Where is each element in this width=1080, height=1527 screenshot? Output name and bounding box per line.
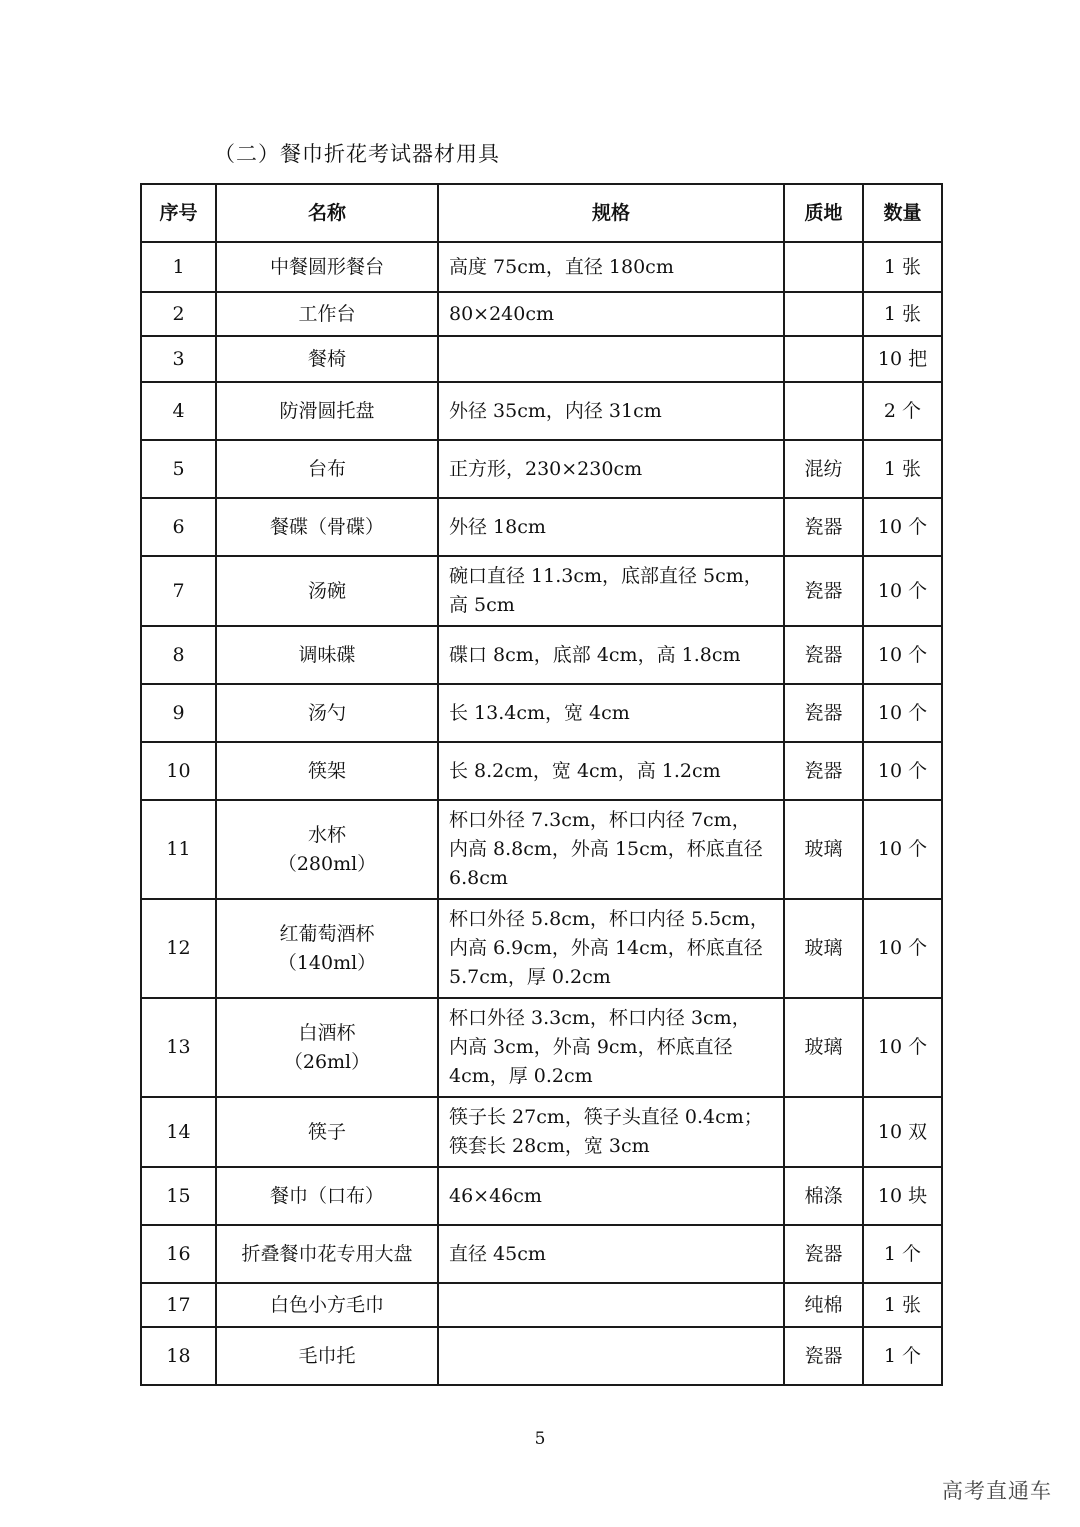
text-line: 汤碗 xyxy=(307,579,346,602)
cell-qty: 10 个 xyxy=(863,899,942,998)
cell-name xyxy=(216,1225,438,1283)
cell-no: 10 xyxy=(141,742,216,800)
cell-qty: 2 个 xyxy=(863,382,942,440)
cell-name xyxy=(216,242,438,292)
cell-no: 13 xyxy=(141,998,216,1097)
cell-name xyxy=(216,498,438,556)
table-row xyxy=(141,336,942,382)
cell-spec xyxy=(438,626,784,684)
text-line: 长 13.4cm，宽 4cm xyxy=(449,701,630,724)
text-line: 外径 35cm，内径 31cm xyxy=(449,399,662,422)
table-row xyxy=(141,292,942,336)
cell-qty: 10 个 xyxy=(863,998,942,1097)
cell-material: 混纺 xyxy=(784,440,863,498)
equipment-table xyxy=(140,183,943,1386)
cell-material xyxy=(784,292,863,336)
cell-material: 玻璃 xyxy=(784,998,863,1097)
cell-no: 17 xyxy=(141,1283,216,1327)
cell-spec xyxy=(438,899,784,998)
cell-qty: 1 张 xyxy=(863,440,942,498)
cell-qty: 10 个 xyxy=(863,800,942,899)
text-line: 台布 xyxy=(307,457,346,480)
cell-qty: 10 块 xyxy=(863,1167,942,1225)
text-line: 筷架 xyxy=(307,759,346,782)
text-line: 杯口外径 7.3cm，杯口内径 7cm， xyxy=(449,809,751,831)
cell-no: 18 xyxy=(141,1327,216,1385)
cell-no: 5 xyxy=(141,440,216,498)
cell-spec xyxy=(438,498,784,556)
cell-material xyxy=(784,336,863,382)
cell-spec xyxy=(438,684,784,742)
text-line: 汤勺 xyxy=(307,701,346,724)
cell-name xyxy=(216,440,438,498)
cell-no: 3 xyxy=(141,336,216,382)
text-line: 筷子 xyxy=(307,1120,346,1143)
cell-name xyxy=(216,336,438,382)
cell-name xyxy=(216,1283,438,1327)
cell-spec xyxy=(438,336,784,382)
cell-spec xyxy=(438,1167,784,1225)
text-line: 正方形，230×230cm xyxy=(449,457,643,480)
cell-spec xyxy=(438,556,784,626)
table-row xyxy=(141,1327,942,1385)
cell-qty: 10 双 xyxy=(863,1097,942,1167)
text-line: 折叠餐巾花专用大盘 xyxy=(241,1242,413,1265)
cell-spec xyxy=(438,998,784,1097)
text-line: 5.7cm，厚 0.2cm xyxy=(449,966,611,988)
cell-spec xyxy=(438,242,784,292)
cell-name xyxy=(216,1327,438,1385)
header-material: 质地 xyxy=(784,184,863,242)
cell-spec xyxy=(438,1225,784,1283)
table-row xyxy=(141,1225,942,1283)
cell-material xyxy=(784,1097,863,1167)
cell-spec xyxy=(438,742,784,800)
text-line: 碟口 8cm，底部 4cm，高 1.8cm xyxy=(449,643,741,666)
cell-no: 11 xyxy=(141,800,216,899)
table-row xyxy=(141,1167,942,1225)
text-line: 4cm，厚 0.2cm xyxy=(449,1065,593,1087)
table-row xyxy=(141,382,942,440)
table-row xyxy=(141,556,942,626)
cell-name xyxy=(216,899,438,998)
header-spec: 规格 xyxy=(438,184,784,242)
text-line: （140ml） xyxy=(277,951,377,974)
cell-material: 瓷器 xyxy=(784,626,863,684)
text-line: 46×46cm xyxy=(449,1184,542,1207)
cell-no: 15 xyxy=(141,1167,216,1225)
cell-no: 16 xyxy=(141,1225,216,1283)
cell-name xyxy=(216,626,438,684)
table-row xyxy=(141,440,942,498)
table-row xyxy=(141,1097,942,1167)
cell-qty: 10 个 xyxy=(863,742,942,800)
cell-material: 棉涤 xyxy=(784,1167,863,1225)
text-line: 水杯 xyxy=(307,823,346,846)
cell-no: 2 xyxy=(141,292,216,336)
cell-qty: 10 个 xyxy=(863,626,942,684)
text-line: 内高 3cm，外高 9cm，杯底直径 xyxy=(449,1036,733,1058)
header-no: 序号 xyxy=(141,184,216,242)
text-line: 餐碟（骨碟） xyxy=(269,515,384,538)
text-line: 外径 18cm xyxy=(449,515,546,538)
cell-name xyxy=(216,742,438,800)
cell-material xyxy=(784,242,863,292)
table-row xyxy=(141,498,942,556)
text-line: （26ml） xyxy=(283,1050,371,1073)
section-heading: （二）餐巾折花考试器材用具 xyxy=(214,142,500,166)
text-line: 直径 45cm xyxy=(449,1242,546,1265)
cell-no: 6 xyxy=(141,498,216,556)
text-line: 红葡萄酒杯 xyxy=(279,922,375,945)
text-line: 高 5cm xyxy=(449,594,515,616)
table-row xyxy=(141,684,942,742)
header-qty: 数量 xyxy=(863,184,942,242)
text-line: 高度 75cm，直径 180cm xyxy=(449,255,674,278)
cell-name xyxy=(216,1097,438,1167)
text-line: 长 8.2cm，宽 4cm，高 1.2cm xyxy=(449,759,721,782)
cell-material: 瓷器 xyxy=(784,556,863,626)
cell-qty: 10 把 xyxy=(863,336,942,382)
text-line: 筷套长 28cm，宽 3cm xyxy=(449,1135,650,1157)
cell-no: 7 xyxy=(141,556,216,626)
text-line: 餐椅 xyxy=(307,347,346,370)
cell-qty: 1 张 xyxy=(863,242,942,292)
cell-material: 瓷器 xyxy=(784,498,863,556)
cell-name xyxy=(216,382,438,440)
text-line: 白酒杯 xyxy=(298,1021,356,1044)
table-row xyxy=(141,626,942,684)
cell-spec xyxy=(438,800,784,899)
cell-no: 8 xyxy=(141,626,216,684)
cell-no: 9 xyxy=(141,684,216,742)
cell-material xyxy=(784,382,863,440)
text-line: 80×240cm xyxy=(449,302,555,325)
cell-material: 玻璃 xyxy=(784,800,863,899)
table-row xyxy=(141,742,942,800)
table-row xyxy=(141,242,942,292)
cell-spec xyxy=(438,1327,784,1385)
text-line: 筷子长 27cm，筷子头直径 0.4cm； xyxy=(449,1106,763,1128)
cell-qty: 1 个 xyxy=(863,1225,942,1283)
cell-material: 纯棉 xyxy=(784,1283,863,1327)
text-line: 毛巾托 xyxy=(298,1344,356,1367)
table-row xyxy=(141,1283,942,1327)
cell-no: 14 xyxy=(141,1097,216,1167)
table-row xyxy=(141,800,942,899)
text-line: 白色小方毛巾 xyxy=(269,1293,384,1316)
cell-name xyxy=(216,684,438,742)
table-row xyxy=(141,998,942,1097)
cell-spec xyxy=(438,440,784,498)
cell-qty: 10 个 xyxy=(863,498,942,556)
cell-no: 12 xyxy=(141,899,216,998)
cell-spec xyxy=(438,1283,784,1327)
text-line: 内高 6.9cm，外高 14cm，杯底直径 xyxy=(449,937,763,959)
cell-material: 瓷器 xyxy=(784,742,863,800)
text-line: 6.8cm xyxy=(449,867,508,889)
text-line: 防滑圆托盘 xyxy=(279,399,375,422)
cell-no: 1 xyxy=(141,242,216,292)
text-line: 内高 8.8cm，外高 15cm，杯底直径 xyxy=(449,838,763,860)
cell-material: 瓷器 xyxy=(784,1327,863,1385)
cell-qty: 10 个 xyxy=(863,556,942,626)
text-line: （280ml） xyxy=(277,852,377,875)
text-line: 中餐圆形餐台 xyxy=(269,255,384,278)
watermark: 高考直通车 xyxy=(942,1479,1052,1503)
cell-material: 玻璃 xyxy=(784,899,863,998)
cell-name xyxy=(216,998,438,1097)
cell-name xyxy=(216,556,438,626)
text-line: 杯口外径 5.8cm，杯口内径 5.5cm， xyxy=(449,908,769,930)
cell-spec xyxy=(438,382,784,440)
cell-qty: 1 张 xyxy=(863,1283,942,1327)
text-line: 工作台 xyxy=(298,302,356,325)
cell-spec xyxy=(438,1097,784,1167)
page-number: 5 xyxy=(534,1429,546,1449)
table-header-row xyxy=(141,184,942,242)
header-name: 名称 xyxy=(216,184,438,242)
text-line: 碗口直径 11.3cm，底部直径 5cm， xyxy=(449,565,763,587)
cell-qty: 1 张 xyxy=(863,292,942,336)
text-line: 杯口外径 3.3cm，杯口内径 3cm， xyxy=(449,1007,751,1029)
cell-spec xyxy=(438,292,784,336)
text-line: 餐巾（口布） xyxy=(269,1184,384,1207)
cell-name xyxy=(216,1167,438,1225)
cell-name xyxy=(216,292,438,336)
cell-qty: 1 个 xyxy=(863,1327,942,1385)
cell-material: 瓷器 xyxy=(784,1225,863,1283)
cell-material: 瓷器 xyxy=(784,684,863,742)
table-row xyxy=(141,899,942,998)
cell-no: 4 xyxy=(141,382,216,440)
cell-qty: 10 个 xyxy=(863,684,942,742)
cell-name xyxy=(216,800,438,899)
text-line: 调味碟 xyxy=(298,643,356,666)
